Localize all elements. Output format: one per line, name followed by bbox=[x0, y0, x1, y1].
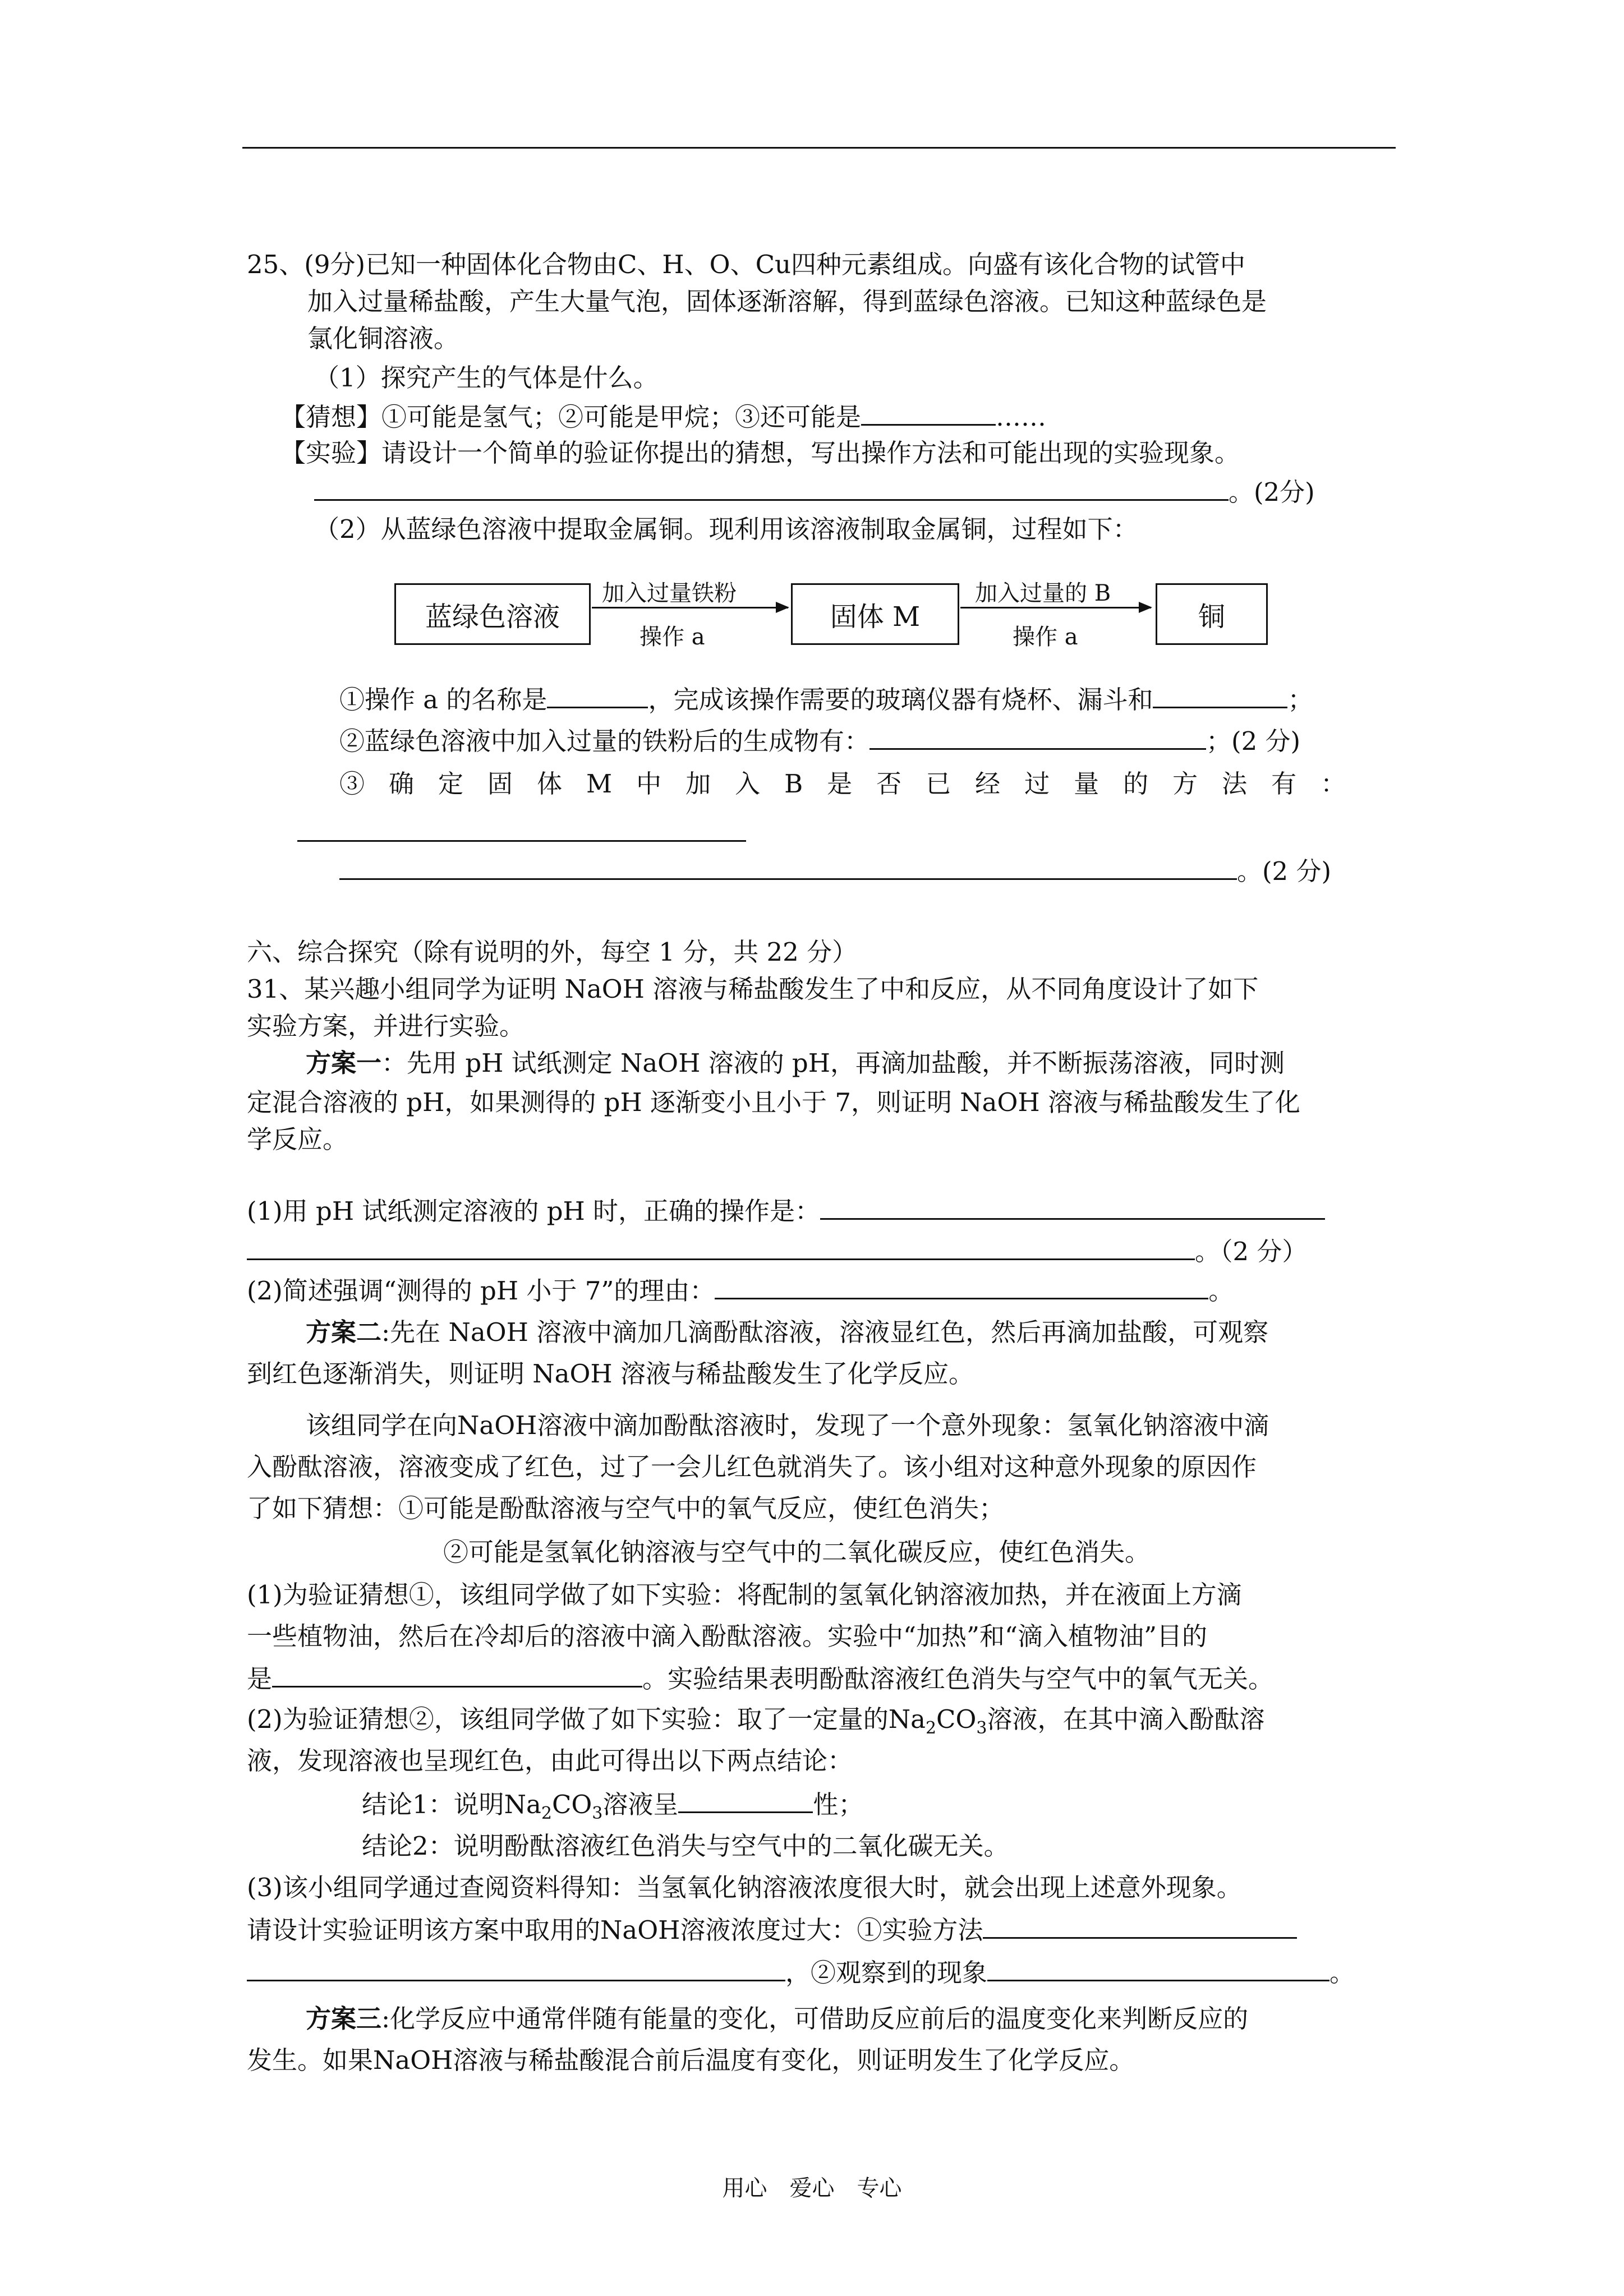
verify3-blank-method1[interactable] bbox=[983, 1912, 1297, 1939]
plan1-q2-text: (2)简述强调“测得的 pH 小于 7”的理由： bbox=[247, 1276, 715, 1306]
verify2-line2: 液，发现溶液也呈现红色，由此可得出以下两点结论： bbox=[247, 1746, 853, 1776]
verify3-line3-end: 。 bbox=[1329, 1958, 1355, 1988]
conclusion1-text-d: 性； bbox=[813, 1790, 864, 1819]
verify1-line1: (1)为验证猜想①，该组同学做了如下实验：将配制的氢氧化钠溶液加热，并在液面上方滴 bbox=[247, 1580, 1242, 1610]
conclusion1-sub2: 2 bbox=[541, 1804, 552, 1823]
page-footer: 用心 爱心 专心 bbox=[722, 2175, 902, 2201]
sub1-blank-name[interactable] bbox=[547, 682, 648, 708]
plan1-q1-blank1[interactable] bbox=[820, 1193, 1325, 1220]
para-line1: 该组同学在向NaOH溶液中滴加酚酞溶液时，发现了一个意外现象：氢氧化钠溶液中滴 bbox=[306, 1410, 1269, 1440]
flow-box-solution: 蓝绿色溶液 bbox=[394, 583, 591, 645]
sub1-end: ； bbox=[1287, 685, 1313, 714]
verify1-line2: 一些植物油，然后在冷却后的溶液中滴入酚酞溶液。实验中“加热”和“滴入植物油”目的 bbox=[247, 1621, 1208, 1651]
verify1-line3-end: 。实验结果表明酚酞溶液红色消失与空气中的氧气无关。 bbox=[642, 1664, 1274, 1694]
verify3-line1: (3)该小组同学通过查阅资料得知：当氢氧化钠溶液浓度很大时，就会出现上述意外现象。 bbox=[247, 1873, 1242, 1902]
plan2-label: 方案二 bbox=[306, 1317, 382, 1347]
conclusion1-text-a: 结论1：说明Na bbox=[362, 1790, 541, 1819]
q31-line2: 实验方案，并进行实验。 bbox=[247, 1011, 525, 1041]
q25-experiment-answer bbox=[314, 474, 1315, 509]
experiment-score: 。(2分) bbox=[1229, 477, 1315, 507]
plan2-line2: 到红色逐渐消失，则证明 NaOH 溶液与稀盐酸发生了化学反应。 bbox=[247, 1359, 974, 1389]
q25-line3: 氯化铜溶液。 bbox=[307, 324, 459, 353]
plan3-line1 bbox=[306, 2002, 1248, 2036]
flow-arrow2-bottom-label: 操作 a bbox=[1013, 624, 1078, 650]
plan2-text: :先在 NaOH 溶液中滴加几滴酚酞溶液，溶液显红色，然后再滴加盐酸，可观察 bbox=[381, 1317, 1269, 1347]
verify3-line3 bbox=[247, 1955, 1355, 1990]
plan1-q2-end: 。 bbox=[1208, 1276, 1234, 1306]
conclusion1-text-c: 溶液呈 bbox=[602, 1790, 679, 1819]
q25-line2: 加入过量稀盐酸，产生大量气泡，固体逐渐溶解，得到蓝绿色溶液。已知这种蓝绿色是 bbox=[307, 287, 1267, 316]
verify2-sub2: 2 bbox=[925, 1718, 937, 1738]
q25-part1: （1）探究产生的气体是什么。 bbox=[314, 363, 659, 393]
plan1-q2-blank[interactable] bbox=[715, 1273, 1208, 1299]
verify3-line2 bbox=[247, 1912, 1297, 1947]
sub1-blank-glass[interactable] bbox=[1153, 682, 1287, 708]
para-line3: 了如下猜想：①可能是酚酞溶液与空气中的氧气反应，使红色消失； bbox=[247, 1493, 1005, 1523]
flow-arrow1 bbox=[592, 607, 788, 608]
verify3-line2-text: 请设计实验证明该方案中取用的NaOH溶液浓度过大：①实验方法 bbox=[247, 1915, 983, 1945]
verify2-sub3: 3 bbox=[976, 1718, 987, 1738]
guess-text: 【猜想】①可能是氢气；②可能是甲烷；③还可能是 bbox=[280, 402, 862, 432]
plan1-q1-text: (1)用 pH 试纸测定溶液的 pH 时，正确的操作是： bbox=[247, 1196, 821, 1226]
flow-box-solid-m: 固体 M bbox=[791, 583, 959, 645]
plan1-line3: 学反应。 bbox=[247, 1124, 348, 1154]
sub3-blank-line1[interactable] bbox=[297, 840, 746, 842]
plan2-line1 bbox=[306, 1316, 1268, 1349]
guess-blank[interactable] bbox=[861, 399, 996, 426]
flow-arrow1-top-label: 加入过量铁粉 bbox=[602, 580, 737, 606]
plan1-q1-blank2[interactable] bbox=[247, 1234, 1195, 1260]
sub3-blank-line2[interactable] bbox=[339, 854, 1237, 880]
header-rule bbox=[242, 147, 1396, 149]
plan1-q1-cont bbox=[247, 1234, 1307, 1269]
flow-arrow2-top-label: 加入过量的 B bbox=[975, 580, 1111, 606]
verify2-line1 bbox=[247, 1703, 1264, 1745]
plan3-line2: 发生。如果NaOH溶液与稀盐酸混合前后温度有变化，则证明发生了化学反应。 bbox=[247, 2045, 1135, 2075]
conclusion1-blank[interactable] bbox=[678, 1787, 813, 1813]
q25-part2: （2）从蓝绿色溶液中提取金属铜。现利用该溶液制取金属铜，过程如下： bbox=[314, 514, 1138, 544]
verify2-text-a: (2)为验证猜想②，该组同学做了如下实验：取了一定量的Na bbox=[247, 1704, 926, 1734]
section6-heading: 六、综合探究（除有说明的外，每空 1 分，共 22 分） bbox=[247, 937, 858, 967]
conclusion1 bbox=[362, 1787, 863, 1831]
sub1-text: ①操作 a 的名称是 bbox=[339, 685, 548, 714]
verify2-text-c: 溶液，在其中滴入酚酞溶 bbox=[987, 1704, 1265, 1734]
plan1-text: ：先用 pH 试纸测定 NaOH 溶液的 pH，再滴加盐酸，并不断振荡溶液，同时测 bbox=[381, 1048, 1285, 1078]
verify3-blank-method2[interactable] bbox=[247, 1955, 785, 1981]
conclusion2: 结论2：说明酚酞溶液红色消失与空气中的二氧化碳无关。 bbox=[362, 1831, 1009, 1861]
plan3-text: :化学反应中通常伴随有能量的变化，可借助反应前后的温度变化来判断反应的 bbox=[381, 2004, 1249, 2034]
sub3-end: 。(2 分) bbox=[1237, 856, 1332, 886]
plan3-label: 方案三 bbox=[306, 2004, 382, 2034]
plan1-q2 bbox=[247, 1273, 1234, 1308]
plan1-label: 方案一 bbox=[306, 1048, 382, 1078]
q25-sub2 bbox=[339, 723, 1300, 758]
flow-arrow1-bottom-label: 操作 a bbox=[640, 624, 705, 650]
q31-line1: 31、某兴趣小组同学为证明 NaOH 溶液与稀盐酸发生了中和反应，从不同角度设计了如下 bbox=[247, 974, 1259, 1004]
q25-guess bbox=[280, 399, 1046, 434]
plan1-q1 bbox=[247, 1193, 1325, 1228]
conclusion1-sub3: 3 bbox=[592, 1804, 603, 1823]
q25-experiment: 【实验】请设计一个简单的验证你提出的猜想，写出操作方法和可能出现的实验现象。 bbox=[280, 438, 1240, 468]
sub1-mid: ，完成该操作需要的玻璃仪器有烧杯、漏斗和 bbox=[648, 685, 1153, 714]
plan1-line1 bbox=[306, 1046, 1285, 1080]
plan1-line2: 定混合溶液的 pH，如果测得的 pH 逐渐变小且小于 7，则证明 NaOH 溶液与稀盐酸发生了化 bbox=[247, 1087, 1300, 1117]
sub2-end: ；(2 分) bbox=[1206, 726, 1301, 756]
verify3-line3-text: ，②观察到的现象 bbox=[785, 1958, 988, 1988]
sub2-text: ②蓝绿色溶液中加入过量的铁粉后的生成物有： bbox=[339, 726, 870, 756]
flow-box-copper: 铜 bbox=[1156, 583, 1268, 645]
q25-line1: 25、(9分)已知一种固体化合物由C、H、O、Cu四种元素组成。向盛有该化合物的试管中 bbox=[247, 250, 1245, 279]
conclusion1-text-b: CO bbox=[551, 1790, 592, 1819]
sub2-blank[interactable] bbox=[869, 723, 1206, 750]
verify1-line3-start: 是 bbox=[247, 1664, 273, 1694]
experiment-blank[interactable] bbox=[314, 474, 1229, 501]
verify1-blank[interactable] bbox=[272, 1661, 642, 1688]
verify3-blank-phenomenon[interactable] bbox=[987, 1955, 1329, 1981]
q25-sub1 bbox=[339, 682, 1313, 717]
verify1-line3 bbox=[247, 1661, 1273, 1696]
q25-sub3-answer bbox=[339, 854, 1331, 888]
verify2-text-b: CO bbox=[936, 1704, 977, 1734]
para-line4: ②可能是氢氧化钠溶液与空气中的二氧化碳反应，使红色消失。 bbox=[443, 1537, 1151, 1567]
q25-sub3: ③确定固体M中加入B是否已经过量的方法有： bbox=[339, 769, 1370, 799]
para-line2: 入酚酞溶液，溶液变成了红色，过了一会儿红色就消失了。该小组对这种意外现象的原因作 bbox=[247, 1452, 1257, 1482]
flow-arrow2 bbox=[960, 607, 1151, 608]
guess-ellipsis: …… bbox=[996, 402, 1047, 432]
plan1-q1-score: 。（2 分） bbox=[1195, 1237, 1308, 1266]
